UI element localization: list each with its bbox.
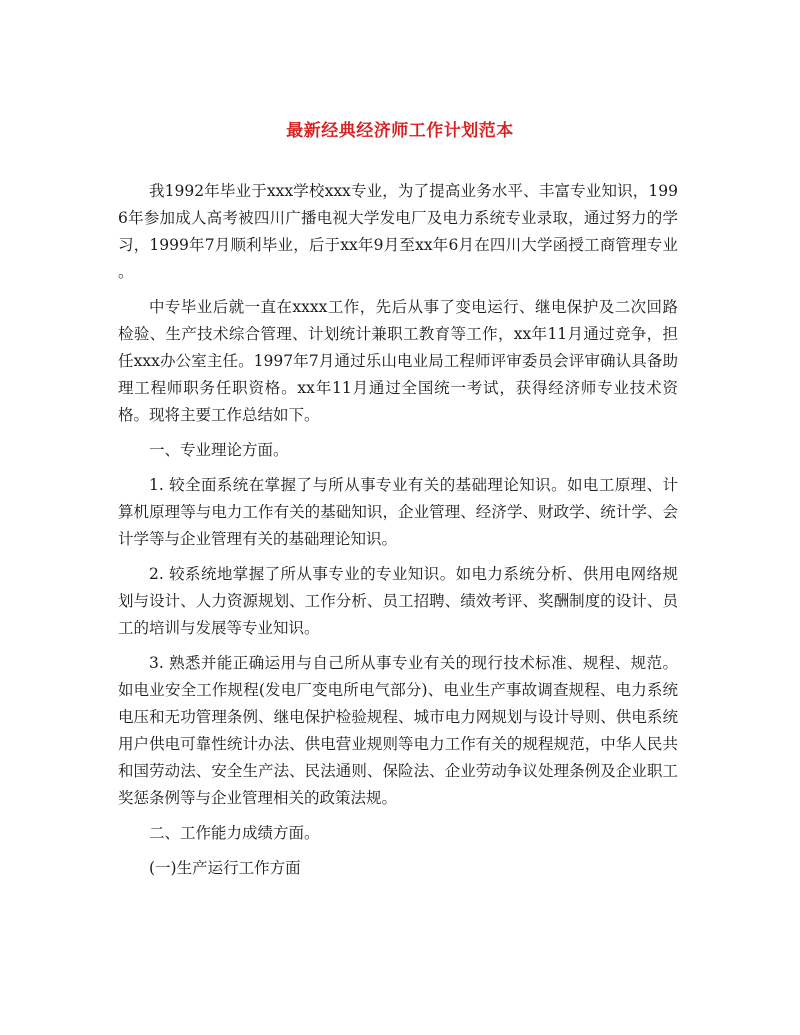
document-title: 最新经典经济师工作计划范本 [286,121,514,141]
paragraph-theory-item-2: 2. 较系统地掌握了所从事专业的专业知识。如电力系统分析、供用电网络规划与设计、人力资源规划、工作分析、员工招聘、绩效考评、奖酬制度的设计、员工的培训与发展等专业知识。 [118,565,678,637]
section-heading-ability: 二、工作能力成绩方面。 [149,824,320,842]
document-body [118,178,678,890]
subsection-heading-production: (一)生产运行工作方面 [149,859,301,877]
paragraph-work-history: 中专毕业后就一直在xxxx工作，先后从事了变电运行、继电保护及二次回路检验、生产技术综合管理、计划统计兼职工教育等工作，xx年11月通过竞争，担任xxx办公室主任。1997年7月通过乐山电业局工程师评审委员会评审确认具备助理工程师职务任职资格。xx年11月通过全国统一考试，获得经济师专业技术资格。现将主要工作总结如下。 [118,298,678,424]
paragraph-education: 我1992年毕业于xxx学校xxx专业，为了提高业务水平、丰富专业知识，1996年参加成人高考被四川广播电视大学发电厂及电力系统专业录取，通过努力的学习，1999年7月顺利毕业，后于xx年9月至xx年6月在四川大学函授工商管理专业 。 [118,182,678,281]
paragraph-theory-item-1: 1. 较全面系统在掌握了与所从事专业有关的基础理论知识。如电工原理、计算机原理等与电力工作有关的基础知识，企业管理、经济学、财政学、统计学、会计学等与企业管理有关的基础理论知识。 [118,476,678,548]
section-heading-theory: 一、专业理论方面。 [149,441,289,459]
paragraph-theory-item-3: 3. 熟悉并能正确运用与自己所从事专业有关的现行技术标准、规程、规范。如电业安全工作规程(发电厂变电所电气部分)、电业生产事故调查规程、电力系统电压和无功管理条例、继电保护检验规程、城市电力网规划与设计导则、供电系统用户供电可靠性统计办法、供电营业规则等电力工作有关的规程规范，中华人民共和国劳动法、安全生产法、民法通则、保险法、企业劳动争议处理条例及企业职工奖惩条例等与企业管理相关的政策法规。 [118,654,678,807]
